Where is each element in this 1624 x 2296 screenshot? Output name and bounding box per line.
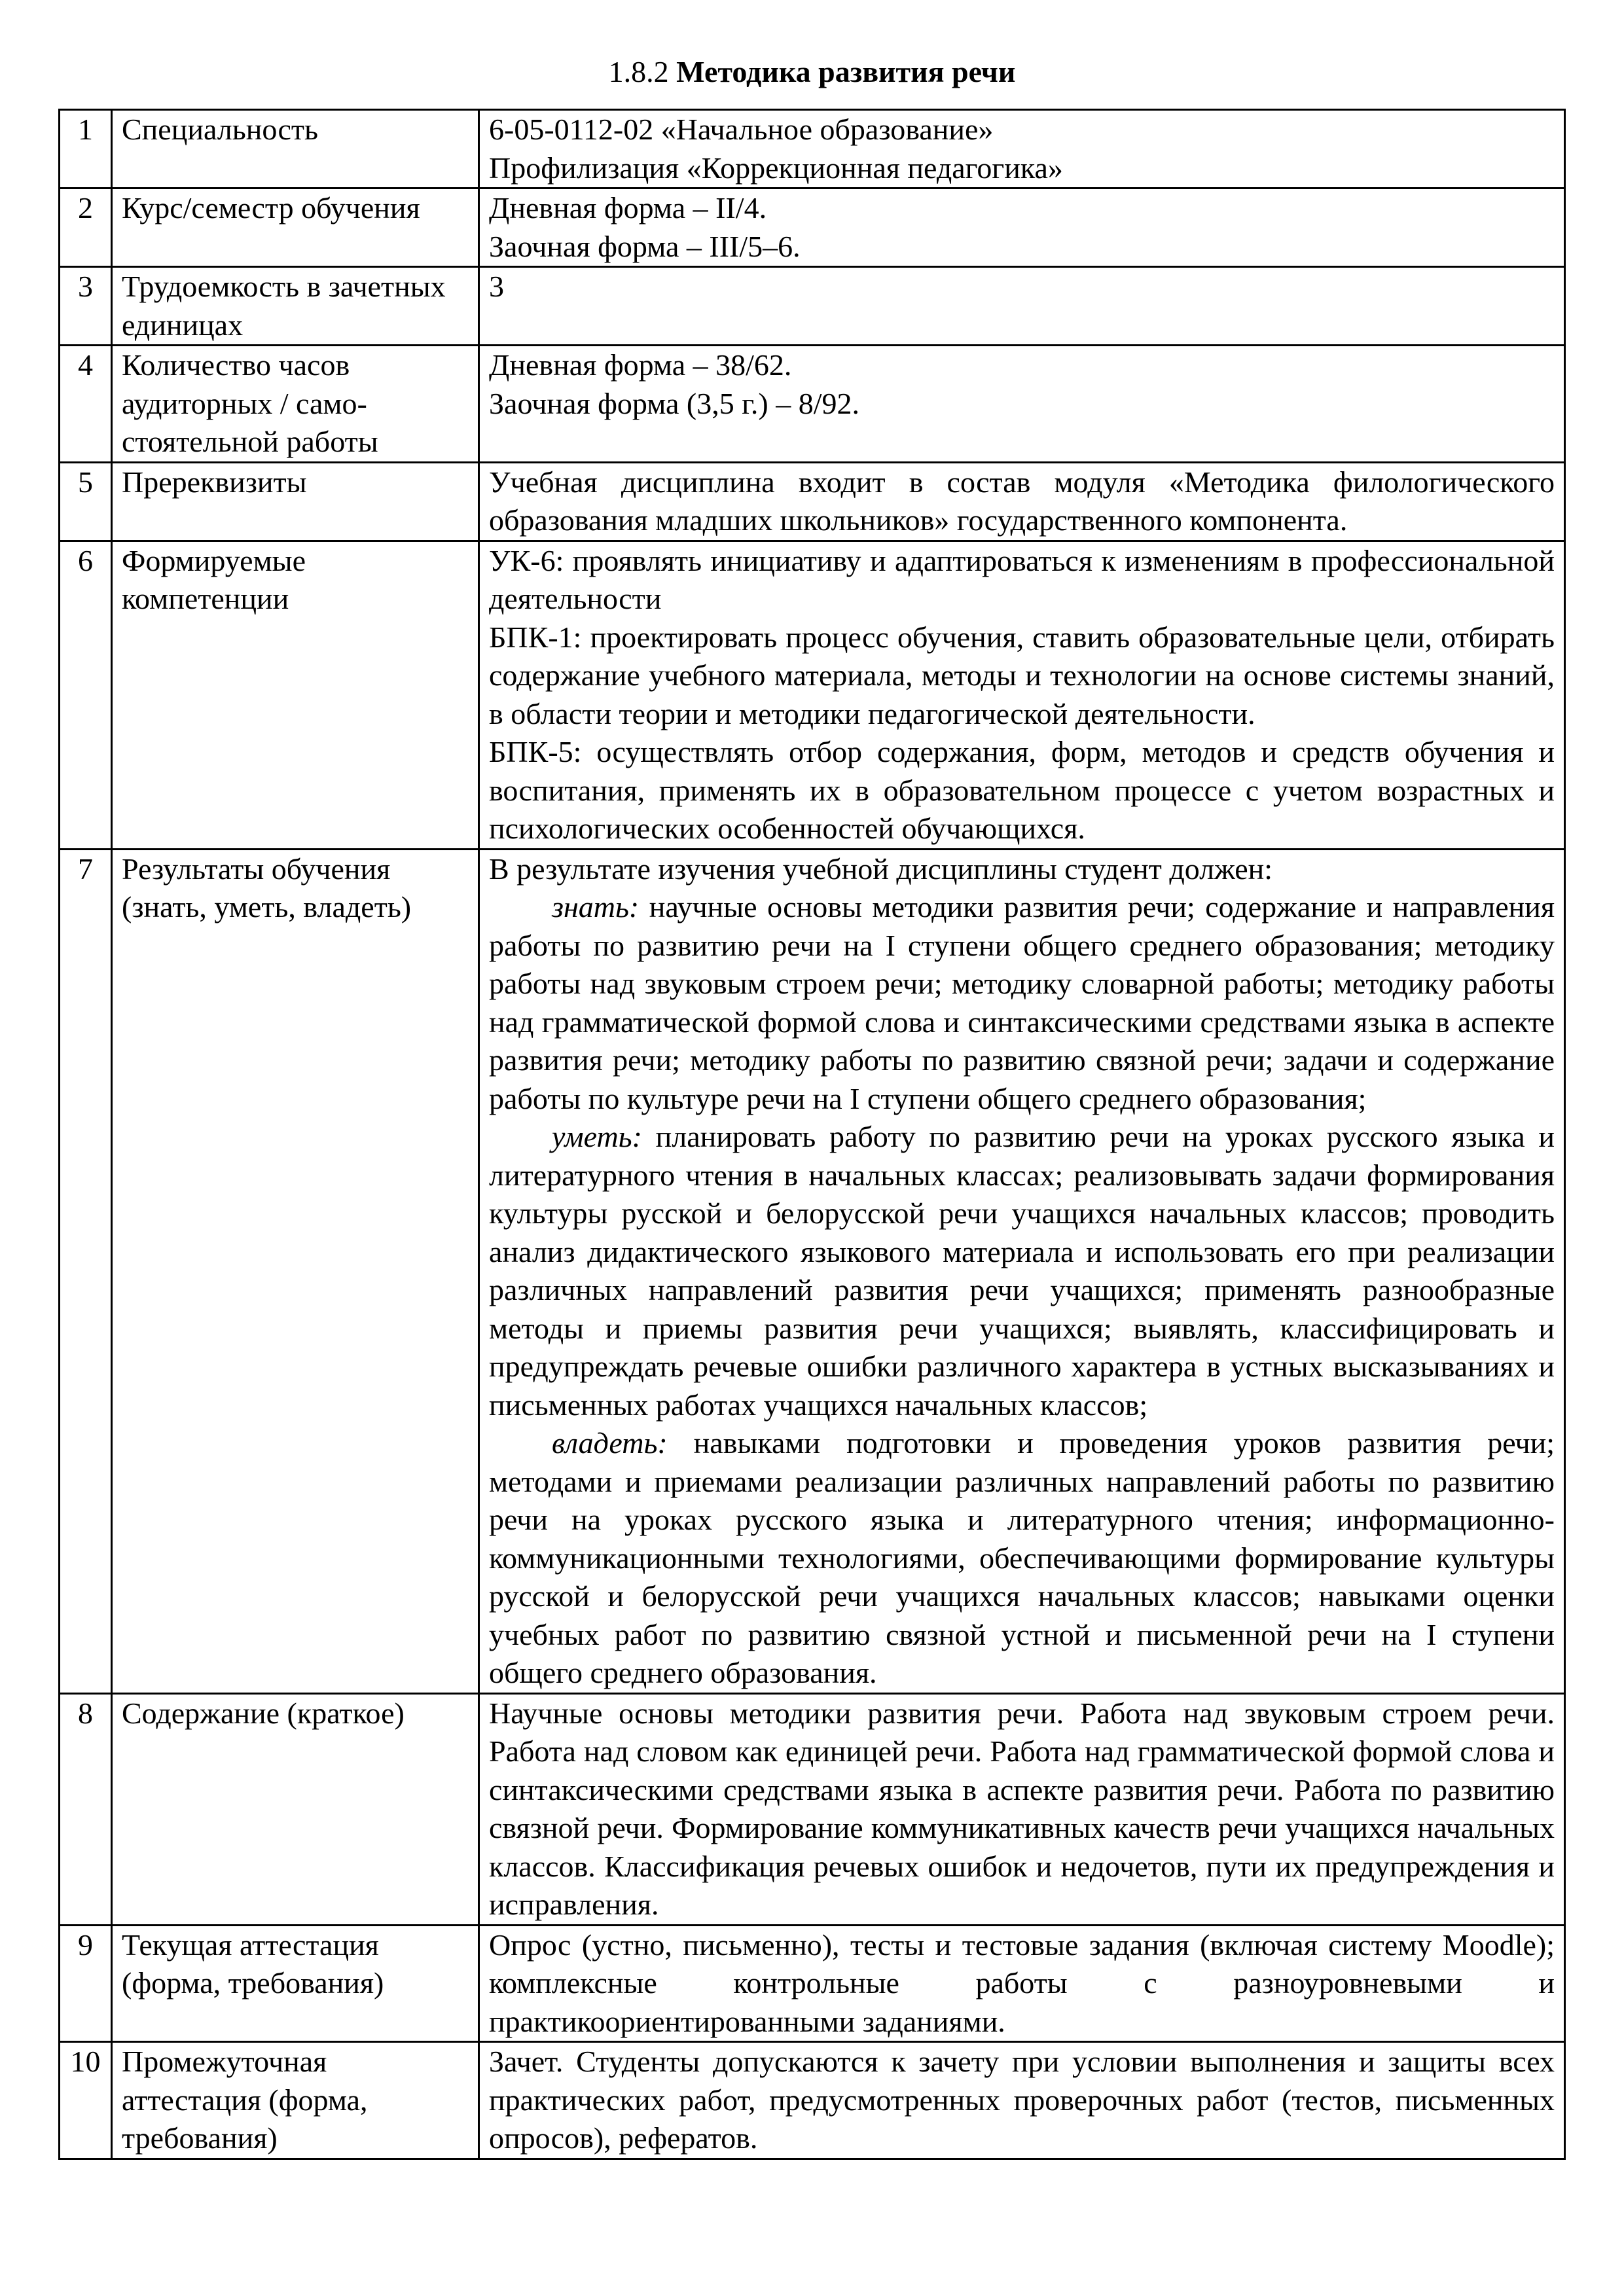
- row-content: Научные основы методики развития речи. Работа над звуковым строем речи. Работа над словом как единицей речи. Работа над грамматической формой слова и синтаксическими средствами языка в аспекте развития речи. Работа по развитию связной речи. Формирование коммуникативных качеств речи учащихся начальных классов. Классификация речевых ошибок и недочетов, пути их предупреждения и исправления.: [479, 1693, 1565, 1925]
- row-label: Специальность: [112, 110, 479, 188]
- row-label: Текущая аттестация (форма, требования): [112, 1925, 479, 2042]
- row-label: Курс/семестр обучения: [112, 188, 479, 267]
- row-label: Трудоемкость в зачетных единицах: [112, 267, 479, 346]
- content-line: 6-05-0112-02 «Начальное образование»: [489, 113, 994, 146]
- table-row: [60, 346, 1565, 463]
- competence-bpk5: БПК-5: осуществлять отбор содержания, форм, методов и средств обучения и воспитания, применять их в образовательном процессе с учетом возрастных и психологических особенностей обучающихся.: [489, 735, 1555, 845]
- outcomes-intro: В результате изучения учебной дисциплины студент должен:: [489, 852, 1273, 886]
- row-number: 1: [60, 110, 112, 188]
- syllabus-table: [58, 109, 1566, 2160]
- row-label: Результаты обучения (знать, уметь, владеть): [112, 849, 479, 1693]
- own-text: навыками подготовки и проведения уроков развития речи; методами и приемами реализации различных направлений работы по развитию речи на уроках русского языка и литературного чтения; информационно-коммуникационными технологиями, обеспечивающими формирование культуры русской и белорусской речи учащихся начальных классов; навыками оценки учебных работ по развитию связной устной и письменной речи на I ступени общего среднего образования.: [489, 1426, 1555, 1689]
- row-content: Учебная дисциплина входит в состав модуля «Методика филологического образования младших школьников» государственного компонента.: [479, 462, 1565, 541]
- row-label: Содержание (краткое): [112, 1693, 479, 1925]
- row-number: 6: [60, 541, 112, 849]
- row-label: Формируемые компетенции: [112, 541, 479, 849]
- row-number: 10: [60, 2042, 112, 2159]
- row-number: 7: [60, 849, 112, 1693]
- row-label: Количество часов аудиторных / само-стоятельной работы: [112, 346, 479, 463]
- row-content: [479, 188, 1565, 267]
- content-line: Заочная форма (3,5 г.) – 8/92.: [489, 386, 860, 420]
- table-row: [60, 1693, 1565, 1925]
- row-content: [479, 346, 1565, 463]
- row-label: Пререквизиты: [112, 462, 479, 541]
- row-number: 8: [60, 1693, 112, 1925]
- row-number: 2: [60, 188, 112, 267]
- content-line: 3: [489, 270, 504, 303]
- table-row: [60, 2042, 1565, 2159]
- outcomes-can: [489, 1118, 1555, 1424]
- content-line: Профилизация «Коррекционная педагогика»: [489, 151, 1063, 185]
- content-line: Дневная форма – II/4.: [489, 191, 767, 224]
- row-number: 4: [60, 346, 112, 463]
- row-content: [479, 110, 1565, 188]
- page-title: [0, 52, 1624, 92]
- competence-bpk1: БПК-1: проектировать процесс обучения, ставить образовательные цели, отбирать содержание учебного материала, методы и технологии на основе системы знаний, в области теории и методики педагогической деятельности.: [489, 620, 1555, 730]
- table-row: [60, 1925, 1565, 2042]
- table-row: [60, 110, 1565, 188]
- outcomes-know: [489, 888, 1555, 1118]
- row-content: [479, 849, 1565, 1693]
- row-content: Опрос (устно, письменно), тесты и тестовые задания (включая систему Moodle); комплексные контрольные работы с разноуровневыми и практикоориентированными заданиями.: [479, 1925, 1565, 2042]
- section-number: 1.8.2: [608, 55, 669, 88]
- can-term: уметь:: [552, 1120, 642, 1153]
- table-row: [60, 541, 1565, 849]
- know-term: знать:: [552, 890, 640, 924]
- own-term: владеть:: [552, 1426, 668, 1460]
- row-label: Промежуточная аттестация (форма, требования): [112, 2042, 479, 2159]
- row-number: 5: [60, 462, 112, 541]
- section-title: Методика развития речи: [676, 55, 1016, 88]
- row-number: 9: [60, 1925, 112, 2042]
- table-row: [60, 462, 1565, 541]
- competence-uk6: УК-6: проявлять инициативу и адаптироваться к изменениям в профессиональной деятельности: [489, 543, 1555, 615]
- content-line: Дневная форма – 38/62.: [489, 348, 792, 382]
- row-content: [479, 267, 1565, 346]
- table-row: [60, 188, 1565, 267]
- table-row: [60, 849, 1565, 1693]
- know-text: научные основы методики развития речи; содержание и направления работы по развитию речи на I ступени общего среднего образования; методику работы над звуковым строем речи; методику словарной работы; методику работы над грамматической формой слова и синтаксическими средствами языка в аспекте развития речи; методику работы по развитию связной речи; задачи и содержание работы по культуре речи на I ступени общего среднего образования;: [489, 890, 1555, 1115]
- row-content: [479, 541, 1565, 849]
- can-text: планировать работу по развитию речи на уроках русского языка и литературного чтения в начальных классах; реализовывать задачи формирования культуры русской и белорусской речи учащихся начальных классов; проводить анализ дидактического языкового материала и использовать его при реализации различных направлений развития речи учащихся; применять разнообразные методы и приемы развития речи учащихся; выявлять, классифицировать и предупреждать речевые ошибки различного характера в устных высказываниях и письменных работах учащихся начальных классов;: [489, 1120, 1555, 1422]
- row-number: 3: [60, 267, 112, 346]
- content-line: Заочная форма – III/5–6.: [489, 229, 801, 263]
- table-row: [60, 267, 1565, 346]
- row-content: Зачет. Студенты допускаются к зачету при условии выполнения и защиты всех практических работ, предусмотренных проверочных работ (тестов, письменных опросов), рефератов.: [479, 2042, 1565, 2159]
- outcomes-own: [489, 1424, 1555, 1693]
